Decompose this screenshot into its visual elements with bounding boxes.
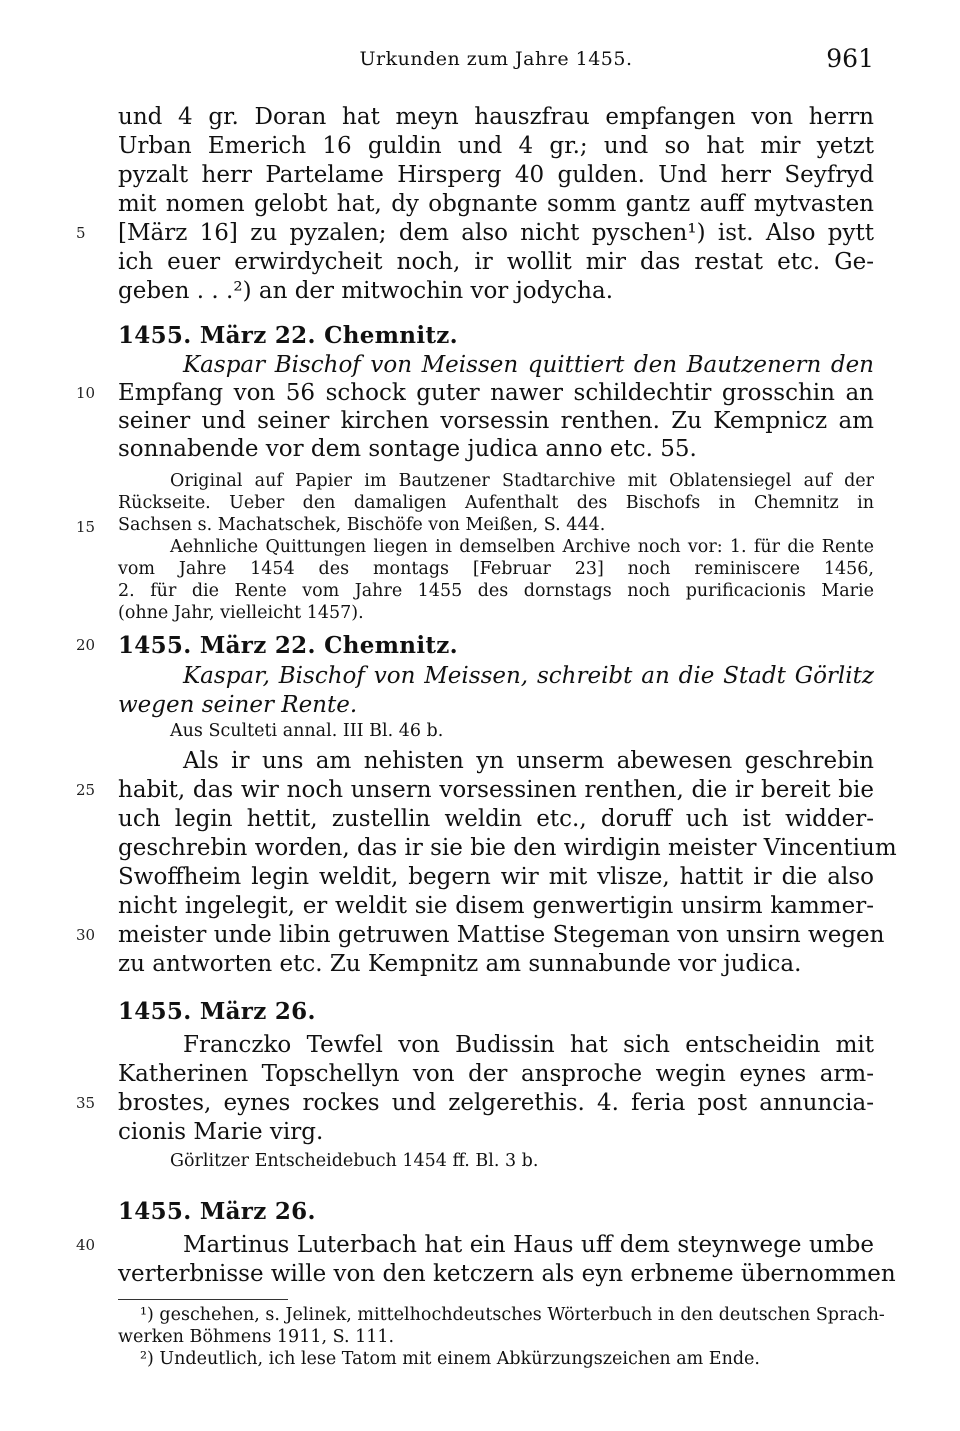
line-number: 10 [76,384,96,402]
text-line: zu antworten etc. Zu Kempnitz am sunnabunde vor judica. [118,951,802,977]
footnote-line: ¹) geschehen, s. Jelinek, mittelhochdeutsches Wörterbuch in den deutschen Sprach- [140,1305,885,1325]
text-line: Swoffheim legin weldit, begern wir mit vlisze, hattit ir die also [118,864,874,890]
line-number: 5 [76,224,86,242]
footnote-rule [118,1299,288,1300]
source-note-line: Aehnliche Quittungen liegen in demselben Archive noch vor: 1. für die Rente [170,537,874,557]
source-note-line: vom Jahre 1454 des montags [Februar 23] noch reminiscere 1456, [118,559,874,579]
regest-line: Kaspar, Bischof von Meissen, schreibt an die Stadt Görlitz [183,663,874,689]
text-line: pyzalt herr Partelame Hirsperg 40 gulden. Und herr Seyfryd [118,162,874,188]
text-line: habit, das wir noch unsern vorsessinen renthen, die ir bereit bie [118,777,874,803]
line-number: 35 [76,1094,96,1112]
text-line: cionis Marie virg. [118,1119,324,1145]
entry-heading: 1455. März 22. Chemnitz. [118,322,458,349]
regest-line: wegen seiner Rente. [118,692,358,718]
text-line: und 4 gr. Doran hat meyn hauszfrau empfangen von herrn [118,104,874,130]
source-note-line: Görlitzer Entscheidebuch 1454 ff. Bl. 3 b. [170,1151,539,1171]
text-line: meister unde libin getruwen Mattise Stegeman von unsirn wegen [118,922,885,948]
entry-heading: 1455. März 26. [118,1198,316,1225]
page-number: 961 [826,44,874,73]
text-line: Katherinen Topschellyn von der ansproche wegin eynes arm- [118,1061,874,1087]
line-number: 30 [76,926,96,944]
entry-heading: 1455. März 22. Chemnitz. [118,632,458,659]
page-header [118,44,874,76]
text-line: [März 16] zu pyzalen; dem also nicht pyschen¹) ist. Also pytt [118,220,874,246]
text-line: Franczko Tewfel von Budissin hat sich entscheidin mit [183,1032,874,1058]
line-number: 20 [76,636,96,654]
line-number: 25 [76,781,96,799]
source-note-line: Rückseite. Ueber den damaligen Aufenthalt des Bischofs in Chemnitz in [118,493,874,513]
text-line: nicht ingelegit, er weldit sie disem genwertigin unsirm kammer- [118,893,874,919]
regest-line: Empfang von 56 schock guter nawer schildechtir grosschin an [118,380,874,406]
line-number: 40 [76,1236,96,1254]
text-line: brostes, eynes rockes und zelgerethis. 4. feria post annuncia- [118,1090,874,1116]
line-number: 15 [76,518,96,536]
text-line: geschrebin worden, das ir sie bie den wirdigin meister Vincentium [118,835,897,861]
source-note-line: Aus Sculteti annal. III Bl. 46 b. [170,721,444,741]
text-line: geben . . .²) an der mitwochin vor jodycha. [118,278,614,304]
text-line: Urban Emerich 16 guldin und 4 gr.; und so hat mir yetzt [118,133,874,159]
text-line: uch legin hettit, zustellin weldin etc., doruff uch ist widder- [118,806,874,832]
entry-heading: 1455. März 26. [118,998,316,1025]
text-line: Als ir uns am nehisten yn unserm abewesen geschrebin [183,748,874,774]
text-line: ich euer erwirdycheit noch, ir wollit mir das restat etc. Ge- [118,249,874,275]
text-line: mit nomen gelobt hat, dy obgnante somm gantz auff mytvasten [118,191,874,217]
source-note-line: (ohne Jahr, vielleicht 1457). [118,603,364,623]
regest-line: seiner und seiner kirchen vorsessin renthen. Zu Kempnicz am [118,408,874,434]
running-title: Urkunden zum Jahre 1455. [359,48,633,70]
source-note-line: Original auf Papier im Bautzener Stadtarchive mit Oblatensiegel auf der [170,471,874,491]
source-note-line: 2. für die Rente vom Jahre 1455 des dornstags noch purificacionis Marie [118,581,874,601]
source-note-line: Sachsen s. Machatschek, Bischöfe von Meißen, S. 444. [118,515,606,535]
text-line: Martinus Luterbach hat ein Haus uff dem steynwege umbe [183,1232,874,1258]
regest-line: sonnabende vor dem sontage judica anno etc. 55. [118,436,697,462]
footnote-line: ²) Undeutlich, ich lese Tatom mit einem Abkürzungszeichen am Ende. [140,1349,760,1369]
footnote-line: werken Böhmens 1911, S. 111. [118,1327,395,1347]
text-line: verterbnisse wille von den ketczern als eyn erbneme übernommen [118,1261,896,1287]
regest-line: Kaspar Bischof von Meissen quittiert den Bautzenern den [183,352,874,378]
